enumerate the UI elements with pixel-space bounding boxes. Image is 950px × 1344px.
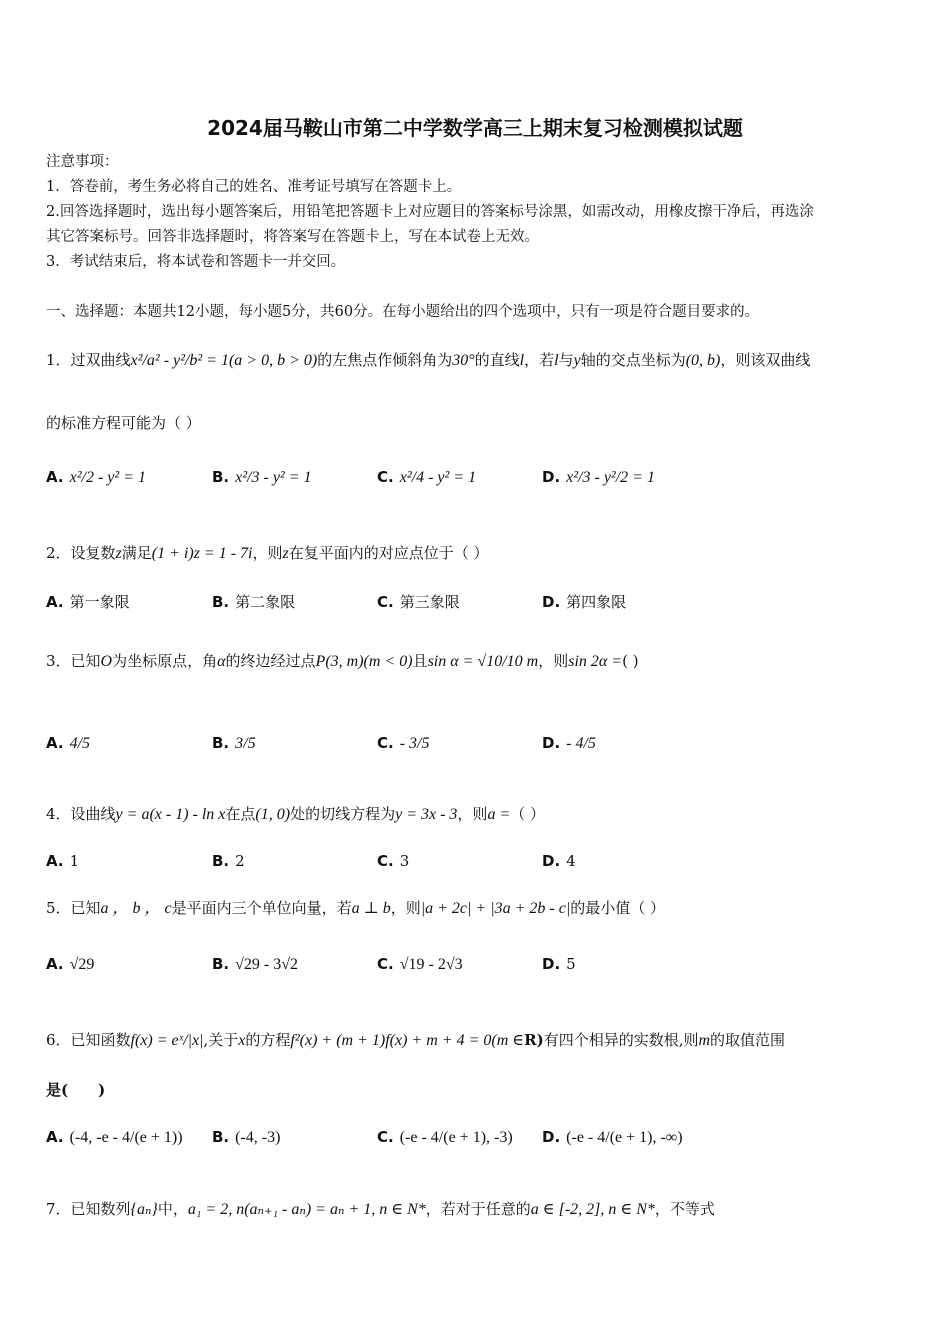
q3-angle: α	[217, 653, 226, 670]
q1-equation: x²/a² - y²/b² = 1(a > 0, b > 0)	[130, 352, 318, 369]
option-label: B.	[212, 852, 230, 870]
q7-prefix: 7．已知数列	[46, 1200, 131, 1218]
q5-prefix: 5．已知	[46, 899, 101, 917]
q6-line2: 是( )	[46, 1081, 106, 1099]
notice-item: 2.回答选择题时，选出每小题答案后，用铅笔把答题卡上对应题目的答案标号涂黑，如需改动，用橡皮擦干净后，再选涂	[46, 204, 814, 220]
option-text: - 4/5	[566, 735, 596, 752]
option-text: x²/3 - y²/2 = 1	[566, 469, 655, 486]
question-5	[46, 898, 665, 919]
option-label: B.	[212, 1128, 230, 1146]
q6-var: x	[238, 1032, 246, 1049]
q6-reals: R)	[524, 1031, 544, 1049]
q4-ask: a =	[487, 806, 511, 823]
q5-text: 是平面内三个单位向量，若	[171, 899, 352, 917]
option-label: D.	[542, 852, 561, 870]
q5-text: 的最小值（ ）	[570, 899, 666, 917]
q5-vectors: a ， b ， c	[100, 900, 172, 917]
question-4	[46, 804, 545, 825]
q2-option-a[interactable]	[46, 591, 130, 612]
q5-option-d[interactable]	[542, 955, 576, 973]
option-label: B.	[212, 955, 230, 973]
q2-option-d[interactable]	[542, 591, 626, 612]
q4-option-a[interactable]	[46, 852, 79, 870]
option-label: B.	[212, 468, 230, 486]
option-label: A.	[46, 734, 64, 752]
q2-prefix: 2．设复数	[46, 544, 116, 562]
notice-item: 3．考试结束后，将本试卷和答题卡一并交回。	[46, 254, 346, 270]
q7-text: ，若对于任意的	[425, 1200, 531, 1218]
option-label: D.	[542, 734, 561, 752]
q3-equation: sin α = √10/10 m	[427, 653, 539, 670]
option-text: x²/3 - y² = 1	[235, 469, 312, 486]
option-text: (-e - 4/(e + 1), -3)	[399, 1129, 513, 1146]
q2-var: z	[282, 545, 289, 562]
q1-axis: y	[573, 352, 581, 369]
question-3	[46, 651, 639, 672]
q4-option-c[interactable]	[377, 852, 409, 870]
q4-prefix: 4．设曲线	[46, 805, 116, 823]
q2-text: ，则	[252, 544, 283, 562]
option-label: A.	[46, 1128, 64, 1146]
q1-line2: 的标准方程可能为（ ）	[46, 414, 201, 432]
option-text: 1	[69, 852, 80, 870]
q6-prefix: 6．已知函数	[46, 1031, 131, 1049]
q7-sequence: {aₙ}	[130, 1201, 158, 1218]
q2-var: z	[115, 545, 122, 562]
q5-text: ，则	[390, 899, 421, 917]
option-text: 2	[235, 852, 245, 870]
q3-ask: sin 2α =	[568, 653, 623, 670]
q6-option-b[interactable]	[212, 1128, 280, 1147]
question-6	[46, 1030, 785, 1051]
option-label: A.	[46, 468, 64, 486]
option-label: C.	[377, 468, 394, 486]
option-text: x²/2 - y² = 1	[69, 469, 146, 486]
option-text: 第三象限	[399, 593, 460, 611]
q6-text: 的取值范围	[710, 1031, 786, 1049]
q4-option-d[interactable]	[542, 852, 576, 870]
q1-text: 的左焦点作倾斜角为	[317, 351, 453, 369]
q1-text: ，若	[524, 351, 555, 369]
q1-option-b[interactable]	[212, 468, 312, 487]
question-1	[46, 350, 810, 371]
option-text: 4/5	[69, 735, 91, 752]
q3-option-d[interactable]	[542, 734, 596, 753]
q2-text: 满足	[121, 544, 152, 562]
option-text: 3/5	[235, 735, 256, 752]
q4-text: （ ）	[510, 805, 546, 823]
q6-text: 的方程	[245, 1031, 291, 1049]
q5-option-a[interactable]	[46, 955, 94, 974]
option-text: √19 - 2√3	[399, 956, 463, 973]
q7-text: 中，	[157, 1200, 188, 1218]
q4-point: (1, 0)	[255, 806, 291, 823]
option-text: (-4, -e - 4/(e + 1))	[69, 1129, 183, 1146]
q1-text: 的直线	[474, 351, 520, 369]
q3-option-c[interactable]	[377, 734, 430, 753]
option-text: 3	[399, 852, 410, 870]
q2-text: 在复平面内的对应点位于（ ）	[288, 544, 489, 562]
q3-text: 的终边经过点	[225, 652, 316, 670]
q3-prefix: 3．已知	[46, 652, 101, 670]
q1-line: l	[554, 352, 559, 369]
q2-option-c[interactable]	[377, 591, 460, 612]
q5-option-b[interactable]	[212, 955, 298, 974]
option-label: C.	[377, 955, 394, 973]
q5-perp: a ⊥ b	[351, 900, 391, 917]
option-text: √29 - 3√2	[235, 956, 299, 973]
q1-text: ，则该双曲线	[720, 351, 811, 369]
q3-text: ，则	[538, 652, 569, 670]
question-7	[46, 1199, 715, 1220]
q2-equation: (1 + i)z = 1 - 7i	[151, 545, 253, 562]
q6-text: ,关于	[203, 1031, 239, 1049]
notice-heading: 注意事项：	[46, 154, 119, 170]
q3-text: 且	[412, 652, 428, 670]
option-label: A.	[46, 852, 64, 870]
q3-point: P(3, m)(m < 0)	[315, 653, 413, 670]
option-label: C.	[377, 593, 394, 611]
q3-origin: O	[100, 653, 113, 670]
option-text: (-4, -3)	[235, 1129, 281, 1146]
option-label: C.	[377, 852, 394, 870]
q4-text: 在点	[225, 805, 256, 823]
option-label: D.	[542, 1128, 561, 1146]
q6-option-d[interactable]	[542, 1128, 683, 1147]
q1-line: l	[519, 352, 525, 369]
option-text: - 3/5	[399, 735, 430, 752]
q3-option-a[interactable]	[46, 734, 90, 753]
q5-option-c[interactable]	[377, 955, 463, 974]
q6-function: f(x) = eˣ/|x|	[130, 1032, 204, 1049]
option-label: A.	[46, 593, 64, 611]
option-label: C.	[377, 1128, 394, 1146]
q1-text: 与	[558, 351, 574, 369]
notice-item: 其它答案标号。回答非选择题时，将答案写在答题卡上，写在本试卷上无效。	[46, 229, 539, 245]
notice-item: 1．答卷前，考生务必将自己的姓名、准考证号填写在答题卡上。	[46, 179, 462, 195]
q7-text: ，不等式	[654, 1200, 715, 1218]
option-label: A.	[46, 955, 64, 973]
option-text: √29	[69, 956, 95, 973]
option-text: 5	[566, 955, 576, 973]
q4-text: 处的切线方程为	[290, 805, 396, 823]
q6-text: 有四个相异的实数根,则	[543, 1031, 699, 1049]
q4-option-b[interactable]	[212, 852, 245, 870]
option-label: D.	[542, 468, 561, 486]
section-heading: 一、选择题：本题共12小题，每小题5分，共60分。在每小题给出的四个选项中，只有一项是符合题目要求的。	[46, 304, 760, 320]
q6-equation: f²(x) + (m + 1)f(x) + m + 4 = 0(m ∈	[290, 1032, 525, 1049]
q2-option-b[interactable]	[212, 591, 295, 612]
q6-var: m	[698, 1032, 711, 1049]
option-text: (-e - 4/(e + 1), -∞)	[566, 1129, 683, 1146]
option-label: D.	[542, 955, 561, 973]
q4-text: ，则	[457, 805, 488, 823]
q1-option-c[interactable]	[377, 468, 476, 487]
q1-point: (0, b)	[685, 352, 721, 369]
option-text: 第四象限	[566, 593, 627, 611]
option-label: B.	[212, 593, 230, 611]
question-2	[46, 543, 489, 564]
q7-equation: a₁ = 2, n(aₙ₊₁ - aₙ) = aₙ + 1, n ∈ N*	[187, 1201, 426, 1218]
option-text: 4	[566, 852, 576, 870]
option-label: B.	[212, 734, 230, 752]
q6-option-c[interactable]	[377, 1128, 513, 1147]
q5-expr: |a + 2c| + |3a + 2b - c|	[420, 900, 571, 917]
option-label: C.	[377, 734, 394, 752]
option-text: x²/4 - y² = 1	[399, 469, 477, 486]
q3-text: 为坐标原点，角	[112, 652, 218, 670]
q1-angle: 30°	[452, 352, 475, 369]
page-title: 2024届马鞍山市第二中学数学高三上期末复习检测模拟试题	[207, 116, 743, 140]
q3-text: ( )	[622, 652, 639, 670]
option-label: D.	[542, 593, 561, 611]
q1-text: 轴的交点坐标为	[580, 351, 686, 369]
q1-prefix: 1．过双曲线	[46, 351, 131, 369]
q4-tangent: y = 3x - 3	[395, 806, 458, 823]
q6-option-a[interactable]	[46, 1128, 183, 1147]
option-text: 第二象限	[235, 593, 296, 611]
option-text: 第一象限	[69, 593, 130, 611]
q7-condition: a ∈ [-2, 2], n ∈ N*	[530, 1201, 655, 1218]
q1-option-d[interactable]	[542, 468, 655, 487]
q1-option-a[interactable]	[46, 468, 146, 487]
q4-curve: y = a(x - 1) - ln x	[115, 806, 226, 823]
q3-option-b[interactable]	[212, 734, 256, 753]
